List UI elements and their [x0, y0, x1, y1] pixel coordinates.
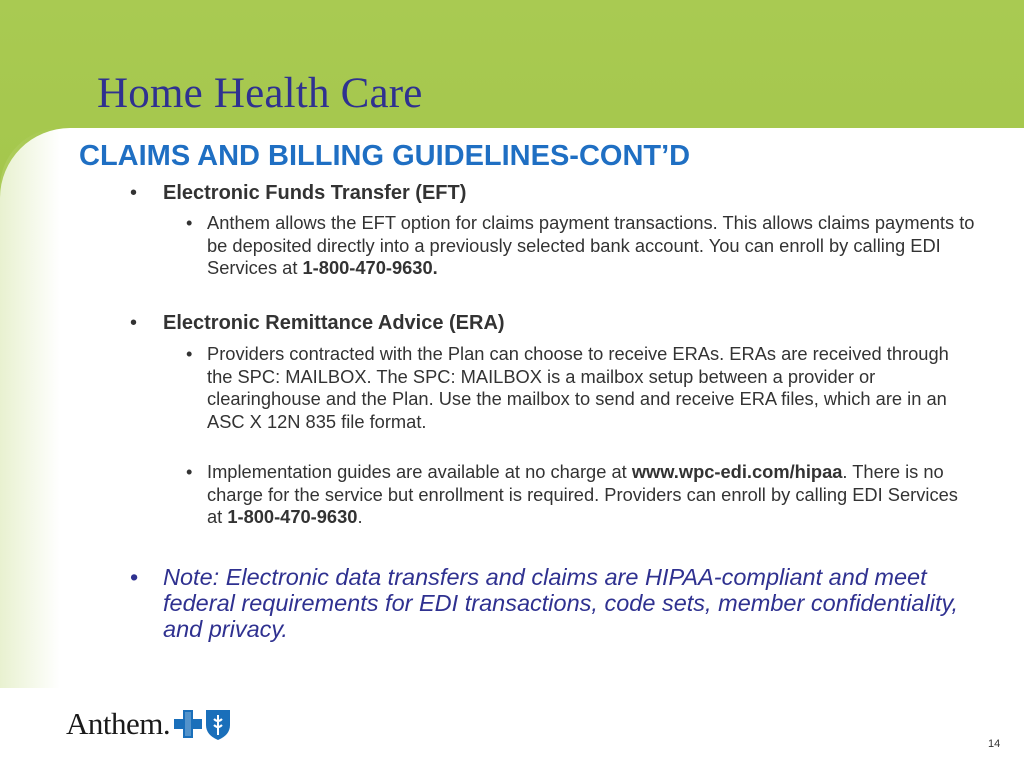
page-number: 14	[988, 738, 1001, 750]
url-link[interactable]: www.wpc-edi.com/hipaa	[631, 461, 843, 482]
phone-number: 1-800-470-9630	[227, 506, 358, 527]
list-item-eft-description	[186, 212, 977, 280]
slide-subtitle: CLAIMS AND BILLING GUIDELINES-CONT’D	[79, 140, 691, 172]
item-text: . There is no charge for the service but enrollment is required. Providers can enroll by calling EDI Services at	[207, 461, 958, 527]
item-text: Implementation guides are available at no charge at	[207, 461, 632, 482]
note	[130, 564, 963, 642]
bullet: •	[130, 564, 139, 590]
bullet: •	[130, 182, 138, 204]
list-item-implementation-guides	[186, 461, 977, 529]
section-heading-text: Electronic Funds Transfer (EFT)	[163, 182, 467, 204]
bullet: •	[186, 461, 193, 482]
anthem-logo	[66, 707, 232, 741]
bullet: •	[186, 212, 193, 233]
panel-left-fade	[0, 128, 60, 688]
slide-title: Home Health Care	[97, 70, 423, 117]
item-text: .	[357, 506, 363, 527]
item-text: Anthem allows the EFT option for claims payment transactions. This allows claims payments to be deposited directly into a previously selected bank account. You can enroll by calling EDI Services at	[207, 212, 975, 278]
section-heading-eft	[130, 181, 983, 205]
blue-cross-blue-shield-icon	[174, 707, 232, 741]
item-text: Providers contracted with the Plan can choose to receive ERAs. ERAs are received through the SPC: MAILBOX. The SPC: MAILBOX is a mailbox setup between a provider or clearinghouse and the Plan. Use the mailbox to send and receive ERA files, which are in an ASC X 12N 835 file format.	[207, 343, 949, 432]
logo-wordmark: Anthem.	[66, 706, 171, 741]
note-text: Note: Electronic data transfers and claims are HIPAA-compliant and meet federal requirements for EDI transactions, code sets, member confidentiality, and privacy.	[163, 564, 959, 642]
section-heading-era	[130, 311, 983, 335]
list-item-era-description	[186, 343, 977, 433]
bullet: •	[130, 312, 138, 334]
phone-number: 1-800-470-9630.	[302, 257, 438, 278]
bullet: •	[186, 343, 193, 364]
section-heading-text: Electronic Remittance Advice (ERA)	[163, 312, 505, 334]
